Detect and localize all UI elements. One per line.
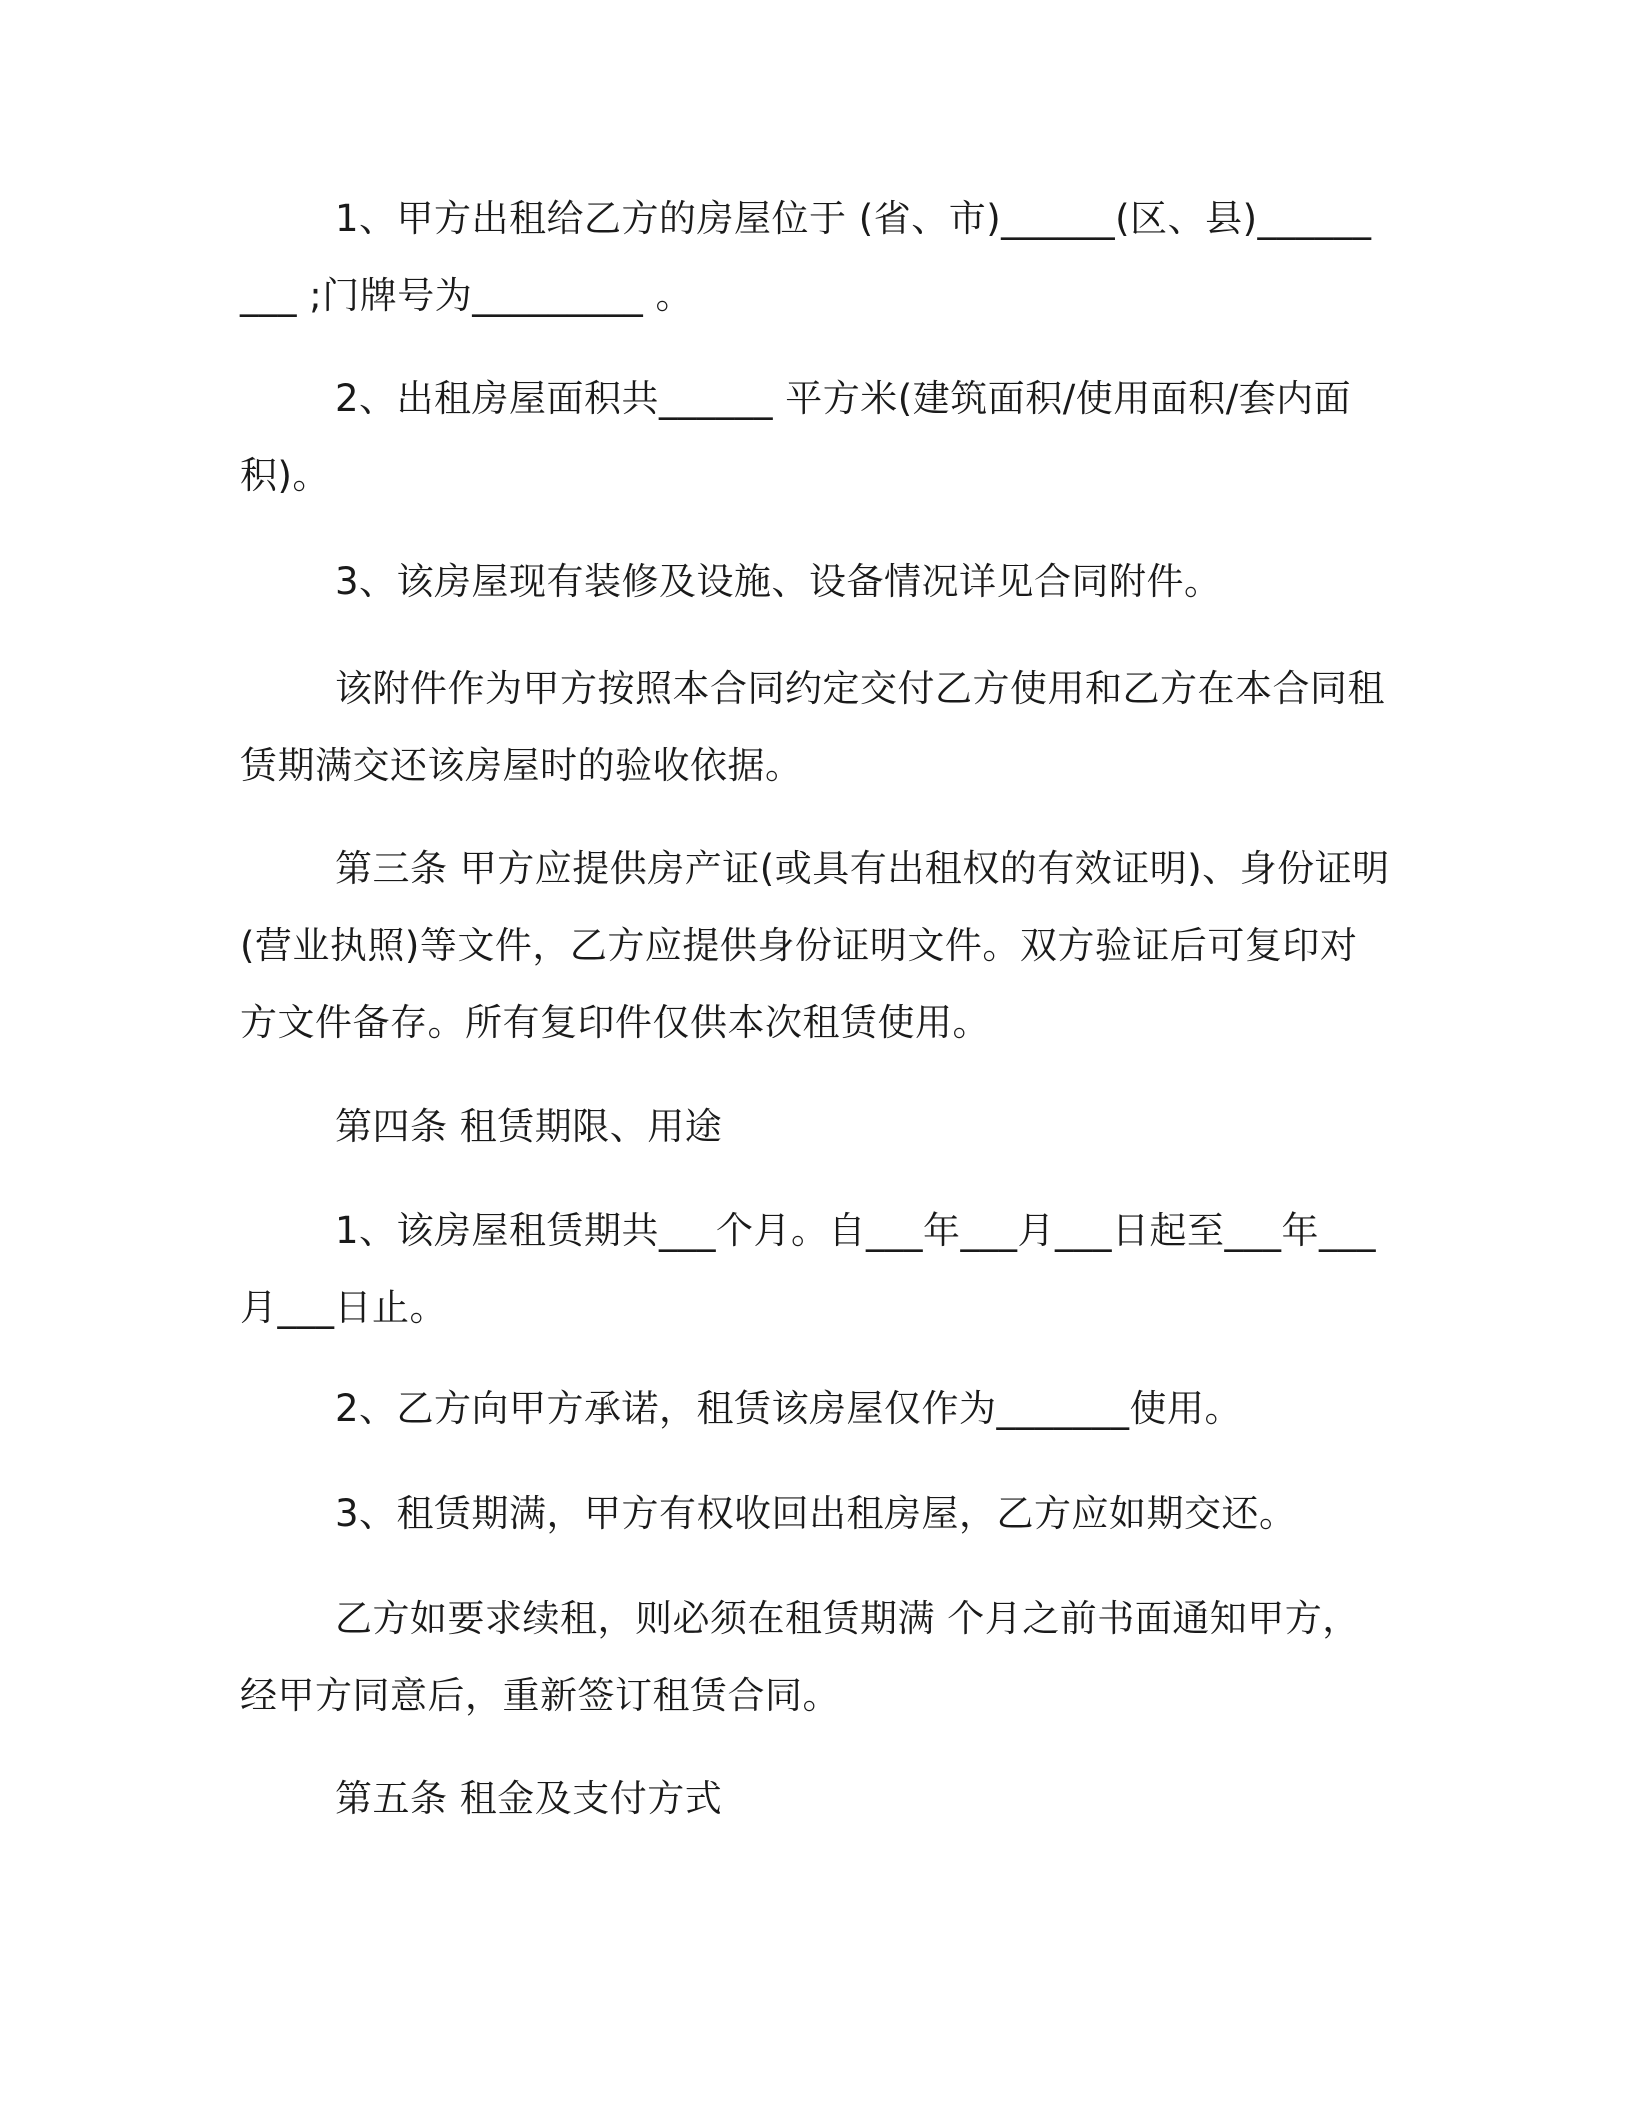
clause-renewal: 乙方如要求续租，则必须在租赁期满 个月之前书面通知甲方，经甲方同意后，重新签订租赁合同。 — [240, 1597, 1360, 1717]
clause-lease-term: 1、该房屋租赁期共___个月。自___年___月___日起至___年___月___日止。 — [240, 1209, 1377, 1329]
clause-attachment-note: 该附件作为甲方按照本合同约定交付乙方使用和乙方在本合同租赁期满交还该房屋时的验收依据。 — [240, 667, 1385, 787]
clause-area: 2、出租房屋面积共______ 平方米(建筑面积/使用面积/套内面积)。 — [240, 377, 1352, 497]
clause-lease-use: 2、乙方向甲方承诺，租赁该房屋仅作为_______使用。 — [335, 1387, 1243, 1430]
article-three: 第三条 甲方应提供房产证(或具有出租权的有效证明)、身份证明(营业执照)等文件，乙方应提供身份证明文件。双方验证后可复印对方文件备存。所有复印件仅供本次租赁使用。 — [240, 847, 1390, 1044]
article-five-heading: 第五条 租金及支付方式 — [335, 1777, 723, 1820]
article-four-heading: 第四条 租赁期限、用途 — [335, 1105, 723, 1148]
clause-lease-expiry: 3、租赁期满，甲方有权收回出租房屋，乙方应如期交还。 — [335, 1492, 1297, 1535]
clause-location: 1、甲方出租给乙方的房屋位于 (省、市)______(区、县)_________ ;门牌号为_________ 。 — [240, 197, 1372, 317]
clause-facilities: 3、该房屋现有装修及设施、设备情况详见合同附件。 — [335, 560, 1222, 603]
